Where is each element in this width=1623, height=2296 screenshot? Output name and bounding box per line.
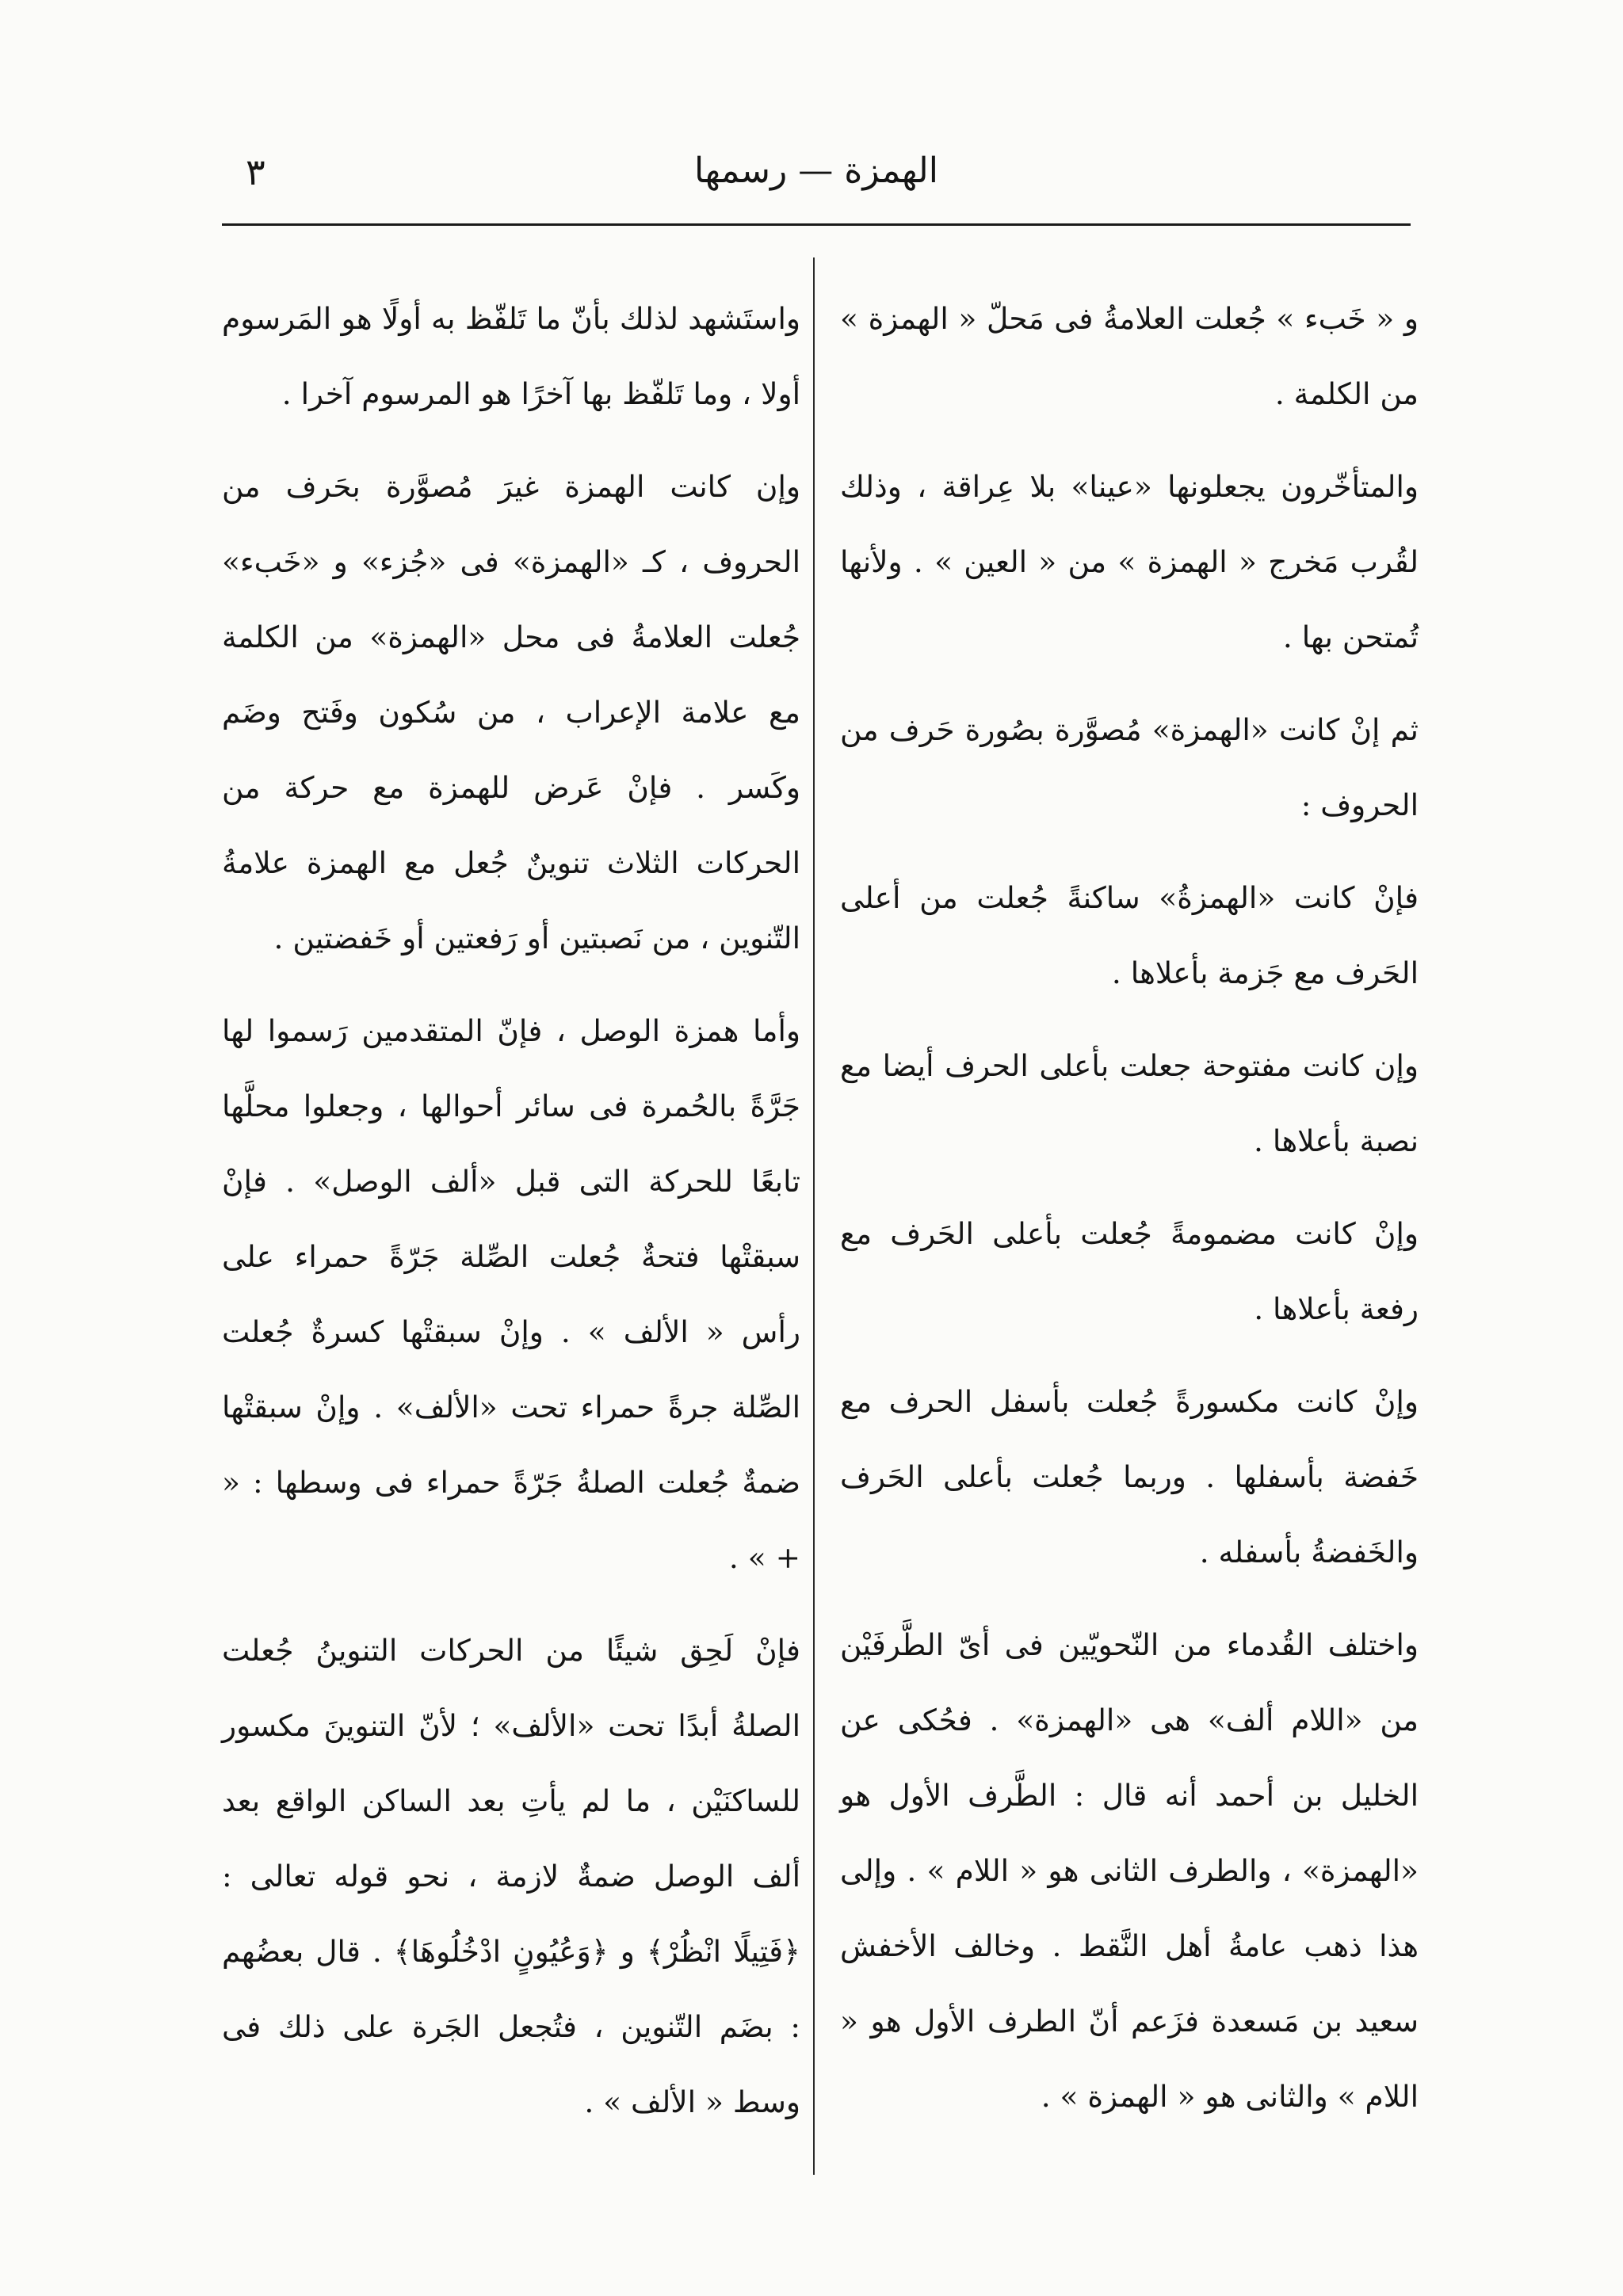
- paragraph: فإنْ لَحِق شيئًا من الحركات التنوينُ جُعلت الصلةُ أبدًا تحت «الألف» ؛ لأنّ التنوينَ مكسور للساكنَيْن ، ما لم يأتِ بعد الساكن الواقع بعد ألف الوصل ضمةٌ لازمة ، نحو قوله تعالى : ﴿فَتِيلًا انْظُرْ﴾ و ﴿وَعُيُونٍ ادْخُلُوهَا﴾ . قال بعضُهم : بضَم التّنوين ، فتُجعل الجَرة على ذلك فى وسط « الألف » .: [222, 1633, 800, 2119]
- paragraph: و « خَبء » جُعلت العلامةُ فى مَحلّ « الهمزة » من الكلمة .: [840, 301, 1419, 411]
- paragraph: وأما همزة الوصل ، فإنّ المتقدمين رَسموا لها جَرَّةً بالحُمرة فى سائر أحوالها ، وجعلوا محلَّها تابعًا للحركة التى قبل «ألف الوصل» . فإنْ سبقتْها فتحةٌ جُعلت الصِّلة جَرّةً حمراء على رأس « الألف » . وإنْ سبقتْها كسرةٌ جُعلت الصِّلة جرةً حمراء تحت «الألف» . وإنْ سبقتْها ضمةٌ جُعلت الصلةُ جَرّةً حمراء فى وسطها : « + » .: [222, 1013, 800, 1575]
- paragraph: والمتأخّرون يجعلونها «عينا» بلا عِراقة ، وذلك لقُرب مَخرج « الهمزة » من « العين » . ولأنها تُمتحن بها .: [840, 469, 1419, 654]
- paragraph: فإنْ كانت «الهمزةُ» ساكنةً جُعلت من أعلى الحَرف مع جَزمة بأعلاها .: [840, 880, 1419, 990]
- right-column: [840, 281, 1419, 2152]
- running-head: الهمزة — رسمها: [694, 151, 938, 191]
- page-header: [222, 151, 1411, 206]
- page-number: ٣: [246, 151, 265, 193]
- paragraph: وإن كانت الهمزة غيرَ مُصوَّرة بحَرف من الحروف ، كـ «الهمزة» فى «جُزء» و «خَبء» جُعلت العلامةُ فى محل «الهمزة» من الكلمة مع علامة الإعراب ، من سُكون وفَتح وضَم وكَسر . فإنْ عَرض للهمزة مع حركة من الحركات الثلاث تنوينٌ جُعل مع الهمزة علامةُ التّنوين ، من نَصبتين أو رَفعتين أو خَفضتين .: [222, 469, 800, 955]
- header-rule: [222, 223, 1411, 226]
- paragraph: ثم إنْ كانت «الهمزة» مُصوَّرة بصُورة حَرف من الحروف :: [840, 712, 1419, 822]
- paragraph: واستَشهد لذلك بأنّ ما تَلفّظ به أولًا هو المَرسوم أولا ، وما تَلفّظ بها آخرًا هو المرسوم آخرا .: [222, 301, 800, 411]
- left-column: [222, 281, 800, 2157]
- paragraph: وإنْ كانت مضمومةً جُعلت بأعلى الحَرف مع رفعة بأعلاها .: [840, 1216, 1419, 1326]
- column-divider: [813, 257, 815, 2175]
- paragraph: وإنْ كانت مكسورةً جُعلت بأسفل الحرف مع خَفضة بأسفلها . وربما جُعلت بأعلى الحَرف والخَفضةُ بأسفله .: [840, 1384, 1419, 1569]
- paragraph: واختلف القُدماء من النّحويّين فى أىّ الطَّرفَيْن من «اللام ألف» هى «الهمزة» . فحُكى عن الخليل بن أحمد أنه قال : الطَّرف الأول هو «الهمزة» ، والطرف الثانى هو « اللام » . وإلى هذا ذهب عامةُ أهل النَّقط . وخالف الأخفش سعيد بن مَسعدة فزَعم أنّ الطرف الأول هو « اللام » والثانى هو « الهمزة » .: [840, 1627, 1419, 2114]
- paragraph: وإن كانت مفتوحة جعلت بأعلى الحرف أيضا مع نصبة بأعلاها .: [840, 1048, 1419, 1158]
